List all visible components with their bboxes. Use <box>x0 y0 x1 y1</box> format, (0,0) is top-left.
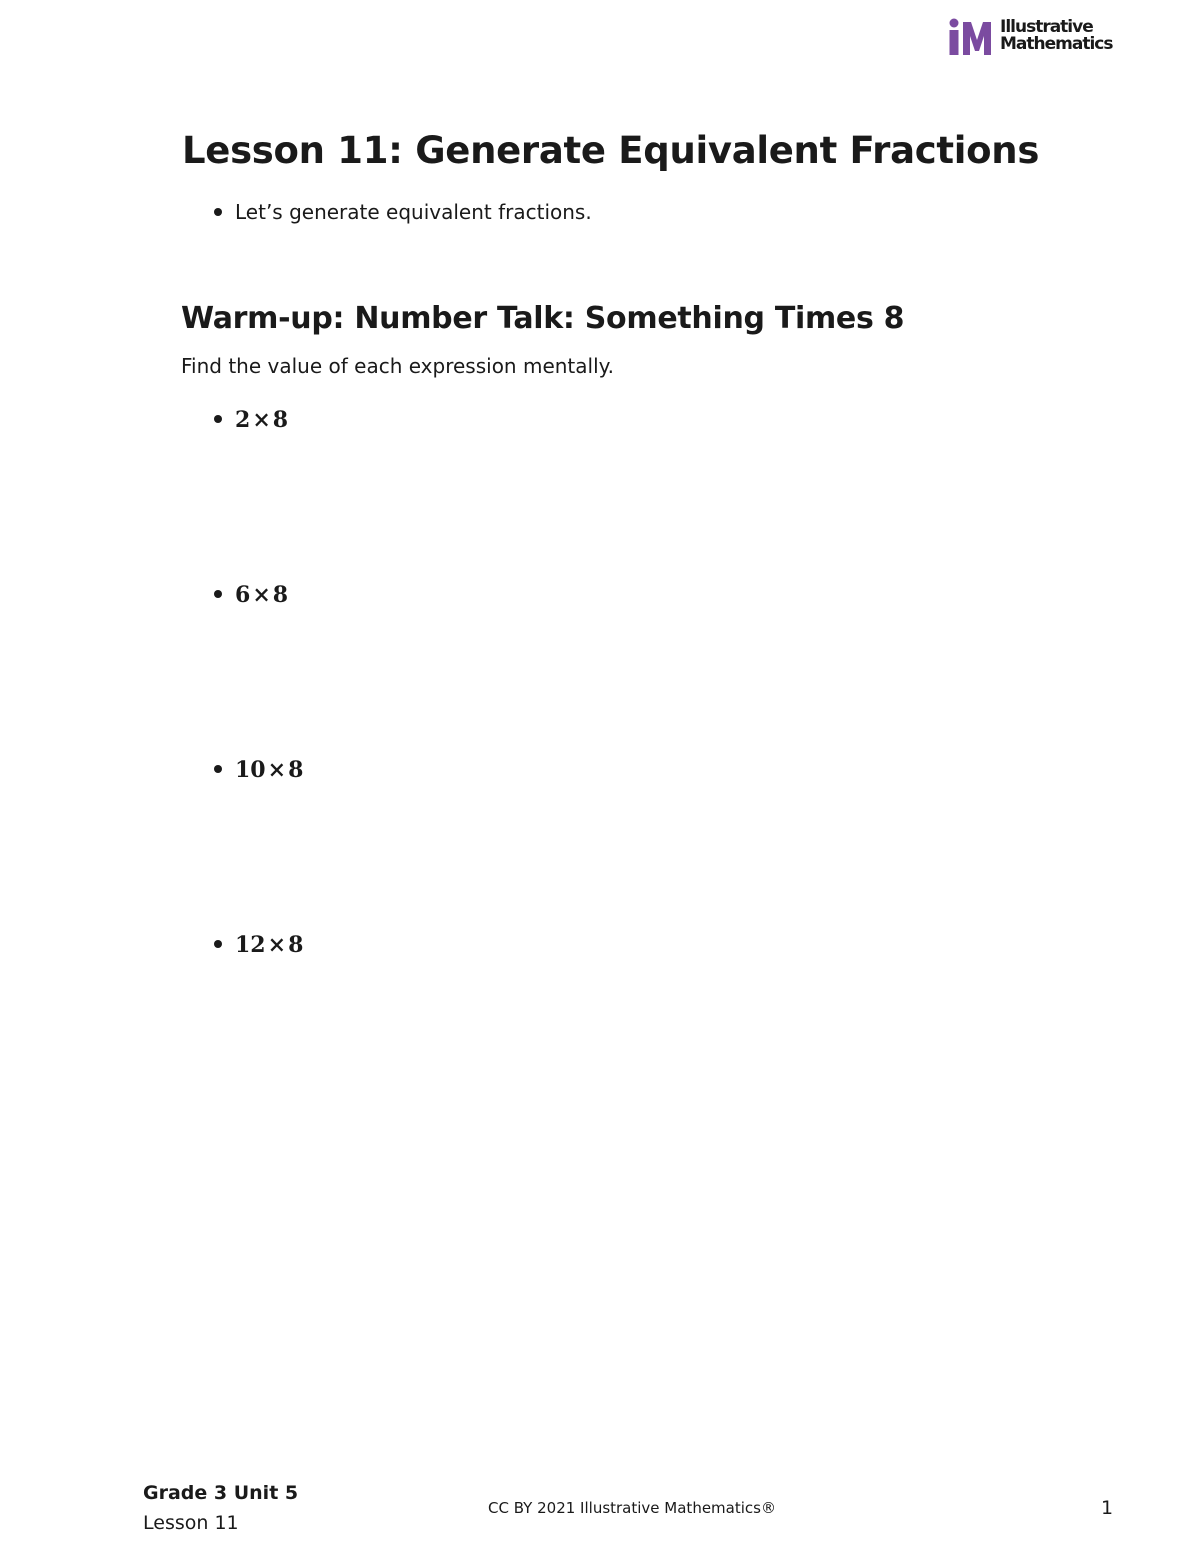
illustrative-mathematics-logo <box>948 18 1118 58</box>
im-logo-icon <box>948 18 992 56</box>
expression-factor-a: 6 <box>235 582 251 608</box>
expression-factor-a: 12 <box>235 932 266 958</box>
times-symbol: × <box>252 582 271 608</box>
learning-goal-text: Let’s generate equivalent fractions. <box>235 200 592 224</box>
times-symbol: × <box>252 407 271 433</box>
footer-copyright: CC BY 2021 Illustrative Mathematics® <box>488 1499 776 1517</box>
warmup-instruction: Find the value of each expression mentally. <box>181 354 614 378</box>
lesson-title: Lesson 11: Generate Equivalent Fractions <box>182 129 1040 172</box>
expression-factor-a: 10 <box>235 757 266 783</box>
expression-item <box>214 930 303 960</box>
expression-factor-b: 8 <box>288 932 304 958</box>
footer-lesson: Lesson 11 <box>143 1512 239 1534</box>
bullet-icon <box>214 590 222 598</box>
expression-factor-b: 8 <box>288 757 304 783</box>
expression-item <box>214 580 288 610</box>
bullet-icon <box>214 765 222 773</box>
warmup-title: Warm-up: Number Talk: Something Times 8 <box>181 301 905 336</box>
expression-item <box>214 755 303 785</box>
bullet-icon <box>214 415 222 423</box>
expression-factor-b: 8 <box>272 407 289 433</box>
logo-line-2: Mathematics <box>1000 34 1113 54</box>
bullet-icon <box>214 940 222 948</box>
expression-item <box>214 405 288 435</box>
expression-factor-b: 8 <box>272 582 289 608</box>
logo-wordmark <box>1000 19 1112 53</box>
expression-factor-a: 2 <box>235 407 251 433</box>
times-symbol: × <box>267 932 287 958</box>
footer-grade-unit: Grade 3 Unit 5 <box>143 1482 299 1504</box>
page-number: 1 <box>1101 1497 1114 1519</box>
logo-line-1: Illustrative <box>1000 17 1093 37</box>
bullet-icon <box>214 208 222 216</box>
times-symbol: × <box>267 757 287 783</box>
learning-goal <box>214 198 592 226</box>
